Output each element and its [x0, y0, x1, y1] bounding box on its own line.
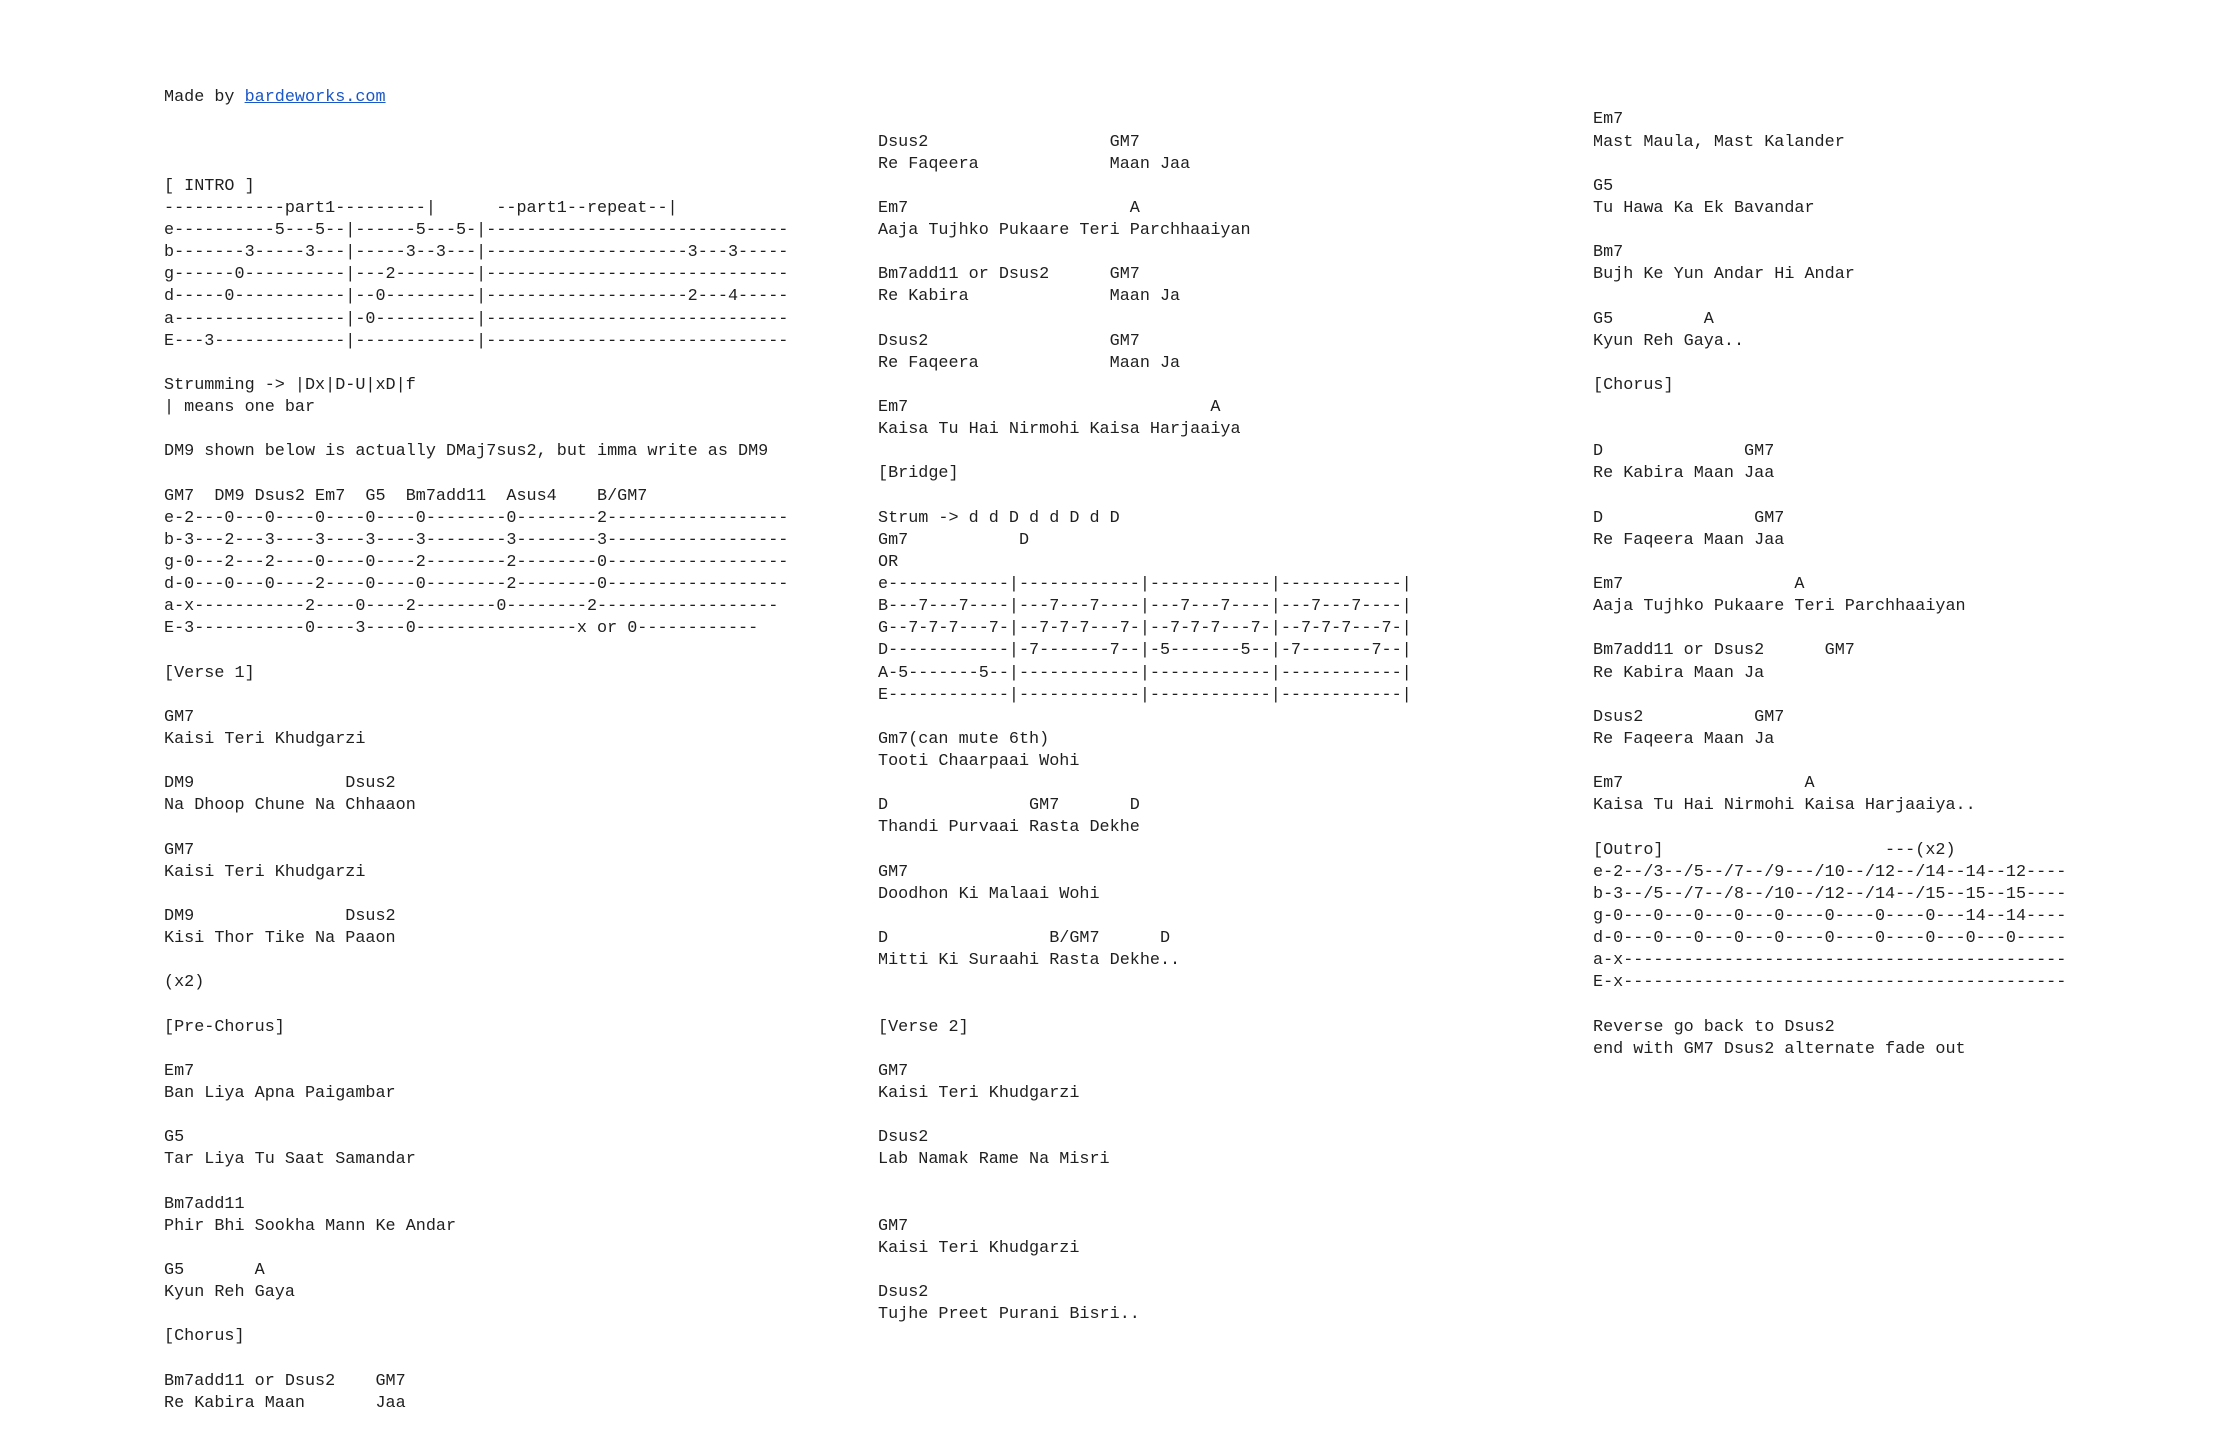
text-line: D B/GM7 D — [878, 929, 1171, 949]
text-line: Doodhon Ki Malaai Wohi — [878, 884, 1100, 904]
text-line: [ INTRO ] — [164, 176, 255, 196]
text-line: Re Kabira Maan Ja — [1593, 663, 1765, 683]
text-line: Dsus2 GM7 — [878, 132, 1140, 152]
text-line: Em7 A — [1593, 774, 1815, 794]
blank-line — [1593, 419, 2066, 441]
text-line: [Outro] ---(x2) — [1593, 840, 1956, 860]
text-line: Kaisi Teri Khudgarzi — [164, 729, 366, 749]
text-line: [Verse 1] — [164, 663, 255, 683]
blank-line — [164, 154, 788, 176]
text-line: Dsus2 — [878, 1128, 929, 1148]
text-line: Strum -> d d D d d D d D — [878, 508, 1120, 528]
column-left — [164, 43, 788, 1437]
text-line: a-----------------|-0----------|------------------------------ — [164, 309, 789, 329]
text-line: Tu Hawa Ka Ek Bavandar — [1593, 198, 1815, 218]
blank-line — [878, 1194, 1412, 1216]
text-line: DM9 shown below is actually DMaj7sus2, but imma write as DM9 — [164, 442, 769, 462]
blank-line — [1593, 154, 2066, 176]
blank-line — [878, 309, 1412, 331]
text-line: G5 — [164, 1128, 185, 1148]
blank-line — [164, 463, 788, 485]
text-line: d-0---0---0----2----0----0--------2--------0------------------ — [164, 575, 789, 595]
text-line: Dsus2 GM7 — [1593, 707, 1785, 727]
text-line: Aaja Tujhko Pukaare Teri Parchhaaiyan — [1593, 597, 1966, 617]
text-line: Tar Liya Tu Saat Samandar — [164, 1150, 416, 1170]
text-line: Bm7add11 — [164, 1194, 245, 1214]
credit-prefix: Made by — [164, 88, 245, 108]
text-line: Em7 — [1593, 110, 1624, 130]
text-line: G--7-7-7---7-|--7-7-7---7-|--7-7-7---7-|--7-7-7---7-| — [878, 619, 1412, 639]
text-line: Em7 A — [878, 198, 1140, 218]
blank-line — [164, 950, 788, 972]
text-line: GM7 — [878, 862, 909, 882]
blank-line — [878, 972, 1412, 994]
blank-line — [164, 884, 788, 906]
blank-line — [1593, 994, 2066, 1016]
text-line: Kaisa Tu Hai Nirmohi Kaisa Harjaaiya.. — [1593, 796, 1976, 816]
blank-line — [1593, 486, 2066, 508]
blank-line — [164, 353, 788, 375]
left-column-lines — [164, 154, 788, 1415]
text-line: e------------|------------|------------|------------| — [878, 575, 1412, 595]
text-line: Dsus2 GM7 — [878, 331, 1140, 351]
text-line: [Bridge] — [878, 464, 959, 484]
text-line: GM7 DM9 Dsus2 Em7 G5 Bm7add11 Asus4 B/GM7 — [164, 486, 648, 506]
text-line: Bm7add11 or Dsus2 GM7 — [1593, 641, 1855, 661]
text-line: Bm7add11 or Dsus2 GM7 — [164, 1371, 406, 1391]
blank-line — [878, 486, 1412, 508]
text-line: e-2---0---0----0----0----0--------0--------2------------------ — [164, 508, 789, 528]
blank-line — [878, 707, 1412, 729]
text-line: Re Faqeera Maan Ja — [878, 353, 1181, 373]
text-line: (x2) — [164, 973, 205, 993]
text-line: Phir Bhi Sookha Mann Ke Andar — [164, 1216, 457, 1236]
text-line: | means one bar — [164, 398, 316, 418]
text-line: b-------3-----3---|-----3--3---|--------------------3---3----- — [164, 243, 789, 263]
text-line: OR — [878, 552, 899, 572]
text-line: Re Kabira Maan Jaa — [164, 1393, 406, 1413]
bardeworks-link[interactable]: bardeworks.com — [244, 88, 386, 108]
text-line: Re Faqeera Maan Jaa — [1593, 530, 1785, 550]
text-line: Tujhe Preet Purani Bisri.. — [878, 1305, 1140, 1325]
blank-line — [878, 994, 1412, 1016]
text-line: Kyun Reh Gaya.. — [1593, 331, 1745, 351]
blank-line — [878, 1171, 1412, 1193]
text-line: b-3---2---3----3----3----3--------3--------3------------------ — [164, 530, 789, 550]
blank-line — [878, 1260, 1412, 1282]
text-line: GM7 — [878, 1216, 909, 1236]
blank-line — [878, 87, 1412, 109]
text-line: [Chorus] — [164, 1327, 245, 1347]
column-right — [1593, 43, 2066, 1083]
text-line: D GM7 — [1593, 508, 1785, 528]
blank-line — [164, 419, 788, 441]
text-line: [Pre-Chorus] — [164, 1017, 285, 1037]
text-line: Re Kabira Maan Ja — [878, 287, 1181, 307]
blank-line — [878, 906, 1412, 928]
blank-line — [878, 109, 1412, 131]
text-line: Mast Maula, Mast Kalander — [1593, 132, 1845, 152]
blank-line — [878, 773, 1412, 795]
blank-line — [164, 1039, 788, 1061]
text-line: Bm7 — [1593, 243, 1624, 263]
text-line: Bujh Ke Yun Andar Hi Andar — [1593, 265, 1855, 285]
text-line: Aaja Tujhko Pukaare Teri Parchhaaiyan — [878, 221, 1251, 241]
text-line: d-0---0---0---0---0----0----0----0---0---0----- — [1593, 929, 2067, 949]
blank-line — [1593, 87, 2066, 109]
text-line: Thandi Purvaai Rasta Dekhe — [878, 818, 1140, 838]
text-line: Kaisi Teri Khudgarzi — [878, 1083, 1080, 1103]
text-line: D GM7 D — [878, 796, 1140, 816]
blank-line — [1593, 685, 2066, 707]
text-line: Gm7 D — [878, 530, 1030, 550]
text-line: Re Faqeera Maan Jaa — [878, 154, 1191, 174]
text-line: Kaisi Teri Khudgarzi — [164, 862, 366, 882]
text-line: Kisi Thor Tike Na Paaon — [164, 929, 396, 949]
blank-line — [164, 1238, 788, 1260]
text-line: Em7 A — [878, 398, 1221, 418]
blank-line — [164, 1171, 788, 1193]
blank-line — [878, 1105, 1412, 1127]
blank-line — [164, 994, 788, 1016]
text-line: [Verse 2] — [878, 1017, 969, 1037]
credit-line — [164, 87, 788, 109]
text-line: Ban Liya Apna Paigambar — [164, 1083, 396, 1103]
text-line: D------------|-7-------7--|-5-------5--|-7-------7--| — [878, 641, 1412, 661]
text-line: Bm7add11 or Dsus2 GM7 — [878, 265, 1140, 285]
text-line: a-x-------------------------------------------- — [1593, 951, 2067, 971]
text-line: DM9 Dsus2 — [164, 906, 396, 926]
blank-line — [1593, 552, 2066, 574]
text-line: Lab Namak Rame Na Misri — [878, 1150, 1110, 1170]
text-line: Reverse go back to Dsus2 — [1593, 1017, 1835, 1037]
text-line: DM9 Dsus2 — [164, 774, 396, 794]
text-line: Mitti Ki Suraahi Rasta Dekhe.. — [878, 951, 1181, 971]
text-line: end with GM7 Dsus2 alternate fade out — [1593, 1039, 1966, 1059]
blank-line — [878, 441, 1412, 463]
blank-line — [1593, 353, 2066, 375]
blank-line — [164, 640, 788, 662]
blank-line — [1593, 618, 2066, 640]
text-line: [Chorus] — [1593, 375, 1674, 395]
text-line: GM7 — [878, 1061, 909, 1081]
text-line: Re Kabira Maan Jaa — [1593, 464, 1775, 484]
blank-line — [164, 1304, 788, 1326]
blank-line — [878, 375, 1412, 397]
text-line: G5 A — [164, 1260, 265, 1280]
text-line: Na Dhoop Chune Na Chhaaon — [164, 796, 416, 816]
text-line: E---3-------------|------------|------------------------------ — [164, 331, 789, 351]
text-line: E-x-------------------------------------------- — [1593, 973, 2067, 993]
text-line: g------0----------|---2--------|------------------------------ — [164, 265, 789, 285]
text-line: Strumming -> |Dx|D-U|xD|f — [164, 375, 416, 395]
blank-line — [1593, 220, 2066, 242]
text-line: Dsus2 — [878, 1283, 929, 1303]
text-line: g-0---0---0---0---0----0----0----0---14--14---- — [1593, 906, 2067, 926]
text-line: Kaisi Teri Khudgarzi — [878, 1238, 1080, 1258]
column-middle — [878, 43, 1412, 1348]
text-line: B---7---7----|---7---7----|---7---7----|---7---7----| — [878, 597, 1412, 617]
blank-line — [164, 817, 788, 839]
text-line: E------------|------------|------------|------------| — [878, 685, 1412, 705]
text-line: b-3--/5--/7--/8--/10--/12--/14--/15--15--15---- — [1593, 884, 2067, 904]
blank-line — [1593, 817, 2066, 839]
blank-line — [164, 751, 788, 773]
blank-line — [878, 1039, 1412, 1061]
text-line: G5 — [1593, 176, 1614, 196]
text-line: Tooti Chaarpaai Wohi — [878, 752, 1080, 772]
text-line: GM7 — [164, 840, 195, 860]
text-line: Kaisa Tu Hai Nirmohi Kaisa Harjaaiya — [878, 420, 1241, 440]
text-line: g-0---2---2----0----0----2--------2--------0------------------ — [164, 552, 789, 572]
text-line: A-5-------5--|------------|------------|------------| — [878, 663, 1412, 683]
text-line: Re Faqeera Maan Ja — [1593, 729, 1775, 749]
blank-line — [164, 1348, 788, 1370]
blank-line — [164, 1105, 788, 1127]
text-line: Kyun Reh Gaya — [164, 1283, 295, 1303]
text-line: d-----0-----------|--0---------|--------------------2---4----- — [164, 287, 789, 307]
text-line: GM7 — [164, 707, 195, 727]
text-line: D GM7 — [1593, 442, 1775, 462]
blank-line — [164, 685, 788, 707]
text-line: Gm7(can mute 6th) — [878, 729, 1050, 749]
text-line: a-x-----------2----0----2--------0--------2------------------ — [164, 597, 779, 617]
text-line: G5 A — [1593, 309, 1714, 329]
middle-column-lines — [878, 87, 1412, 1326]
blank-line — [878, 176, 1412, 198]
text-line: e----------5---5--|------5---5-|------------------------------ — [164, 221, 789, 241]
blank-line — [1593, 397, 2066, 419]
right-column-lines — [1593, 87, 2066, 1061]
blank-line — [878, 242, 1412, 264]
text-line: Em7 A — [1593, 575, 1805, 595]
text-line: ------------part1---------| --part1--repeat--| — [164, 198, 678, 218]
text-line: e-2--/3--/5--/7--/9---/10--/12--/14--14--12---- — [1593, 862, 2067, 882]
blank-line — [1593, 286, 2066, 308]
blank-line — [1593, 751, 2066, 773]
text-line: E-3-----------0----3----0----------------x or 0------------ — [164, 619, 759, 639]
blank-line — [878, 840, 1412, 862]
text-line: Em7 — [164, 1061, 195, 1081]
